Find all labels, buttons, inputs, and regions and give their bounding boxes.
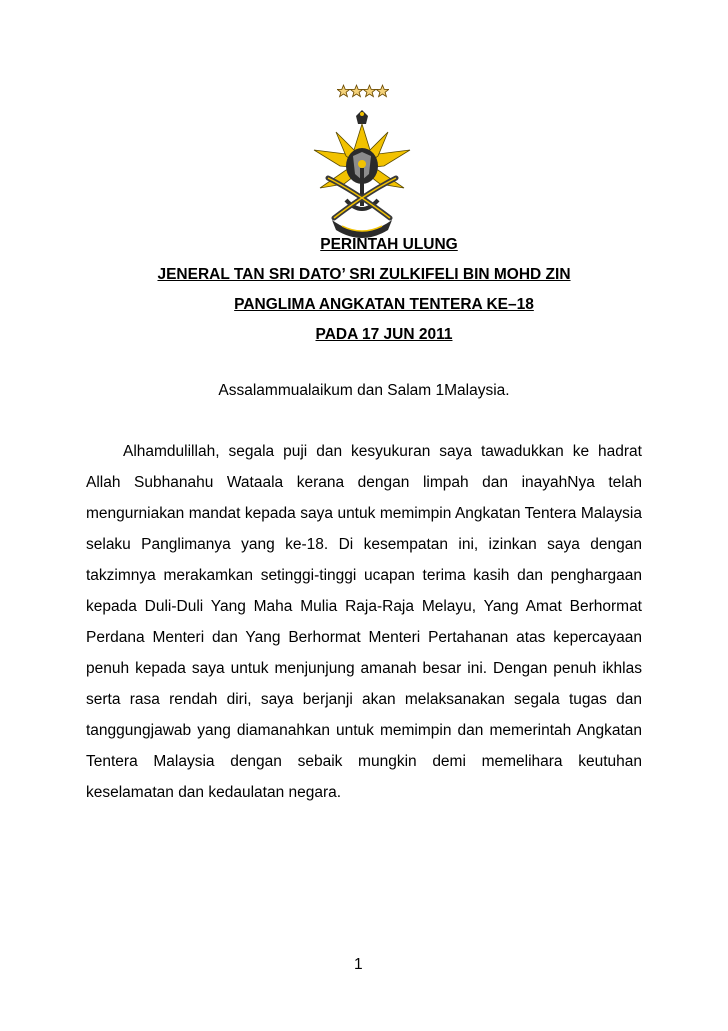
general-rank-stars (337, 84, 389, 100)
commander-name: JENERAL TAN SRI DATO’ SRI ZULKIFELI BIN MOHD ZIN (157, 266, 571, 283)
star-icon (376, 84, 389, 98)
document-title: PERINTAH ULUNG (320, 236, 458, 253)
paragraph: Alhamdulillah, segala puji dan kesyukuran saya tawadukkan ke hadrat Allah Subhanahu Wataala kerana dengan limpah dan inayahNya telah mengurniakan mandat kepada saya untuk memimpin Angkatan Tentera Malaysia selaku Panglimanya yang ke-18. Di kesempatan ini, izinkan saya dengan takzimnya merakamkan setinggi-tinggi ucapan terima kasih dan penghargaan kepada Duli-Duli Yang Maha Mulia Raja-Raja Melayu, Yang Amat Berhormat Perdana Menteri dan Yang Berhormat Menteri Pertahanan atas kepercayaan penuh kepada saya untuk menjunjung amanah besar ini. Dengan penuh ikhlas serta rasa rendah diri, saya berjanji akan melaksanakan segala tugas dan tanggungjawab yang diamanahkan untuk memimpin dan memerintah Angkatan Tentera Malaysia dengan sebaik mungkin demi memelihara keutuhan keselamatan dan kedaulatan negara. (86, 443, 642, 801)
star-icon (337, 84, 350, 98)
greeting-line: Assalammualaikum dan Salam 1Malaysia. (218, 382, 510, 399)
commander-position: PANGLIMA ANGKATAN TENTERA KE–18 (234, 296, 534, 313)
body-text (86, 436, 642, 808)
star-icon (363, 84, 376, 98)
document-date: PADA 17 JUN 2011 (315, 326, 453, 343)
star-icon (350, 84, 363, 98)
page-number: 1 (354, 956, 363, 973)
armed-forces-crest-icon (306, 110, 418, 244)
